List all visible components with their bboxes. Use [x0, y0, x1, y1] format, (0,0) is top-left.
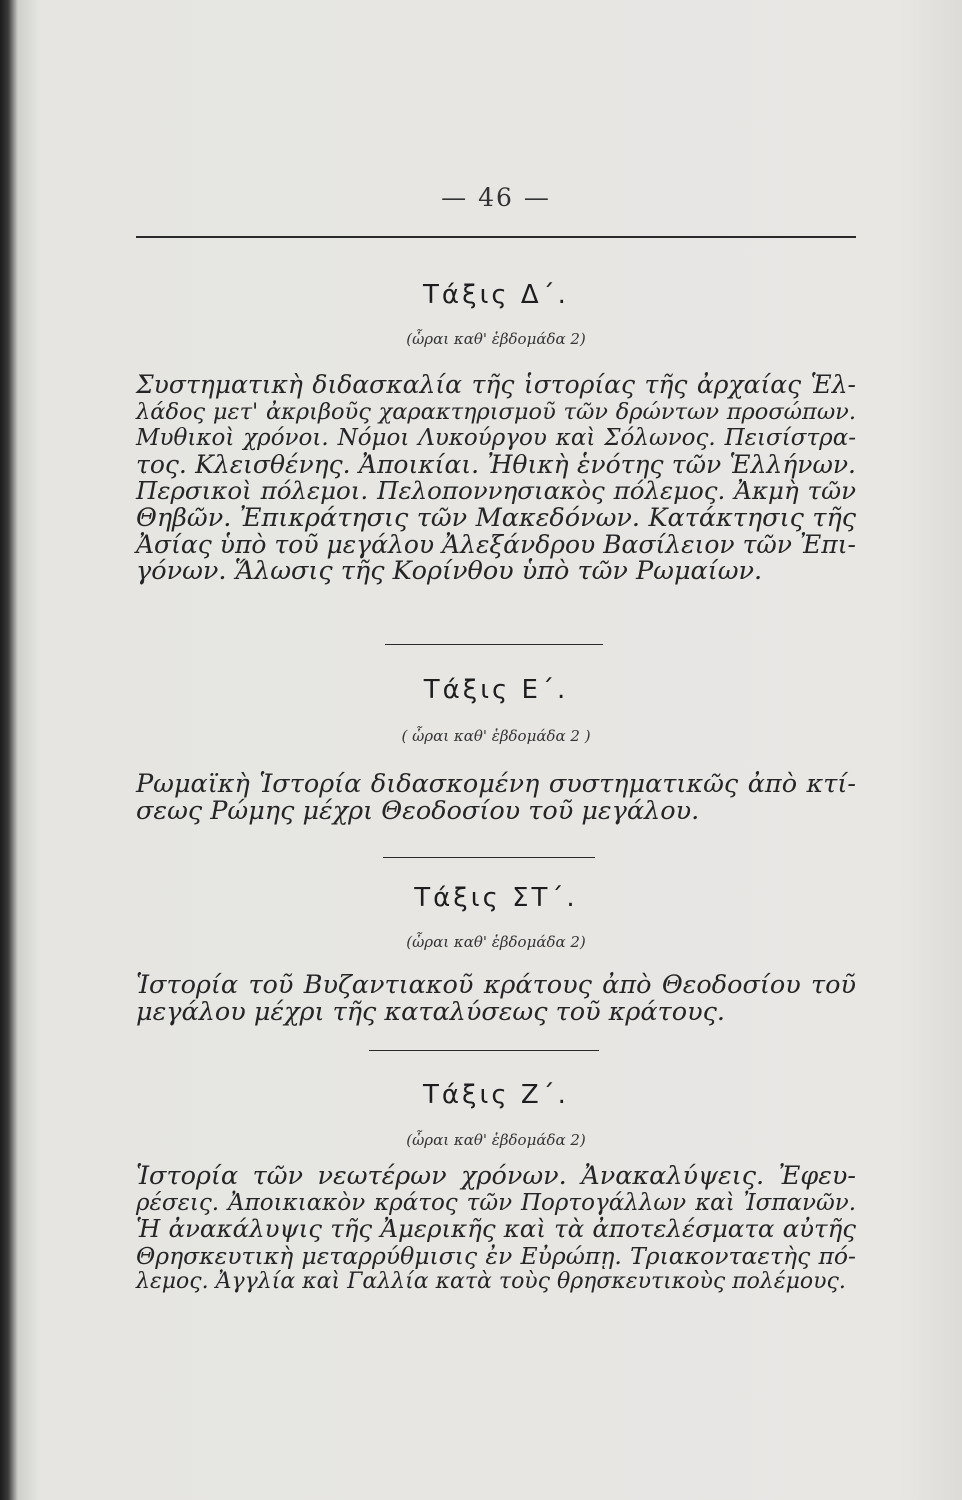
text-line: Ἀσίας ὑπὸ τοῦ μεγάλου Ἀλεξάνδρου Βασίλειον τῶν Ἐπι- — [136, 529, 856, 559]
text-line: τος. Κλεισθένης. Ἀποικίαι. Ἠθικὴ ἑνότης τῶν Ἑλλήνων. — [136, 449, 856, 479]
section-divider — [385, 644, 603, 645]
text-line: ρέσεις. Ἀποικιακὸν κράτος τῶν Πορτογάλλων καὶ Ἰσπανῶν. — [136, 1189, 856, 1216]
text-line: σεως Ρώμης μέχρι Θεοδοσίου τοῦ μεγάλου. — [136, 795, 700, 826]
text-line: Ἡ ἀνακάλυψις τῆς Ἀμερικῆς καὶ τὰ ἀποτελέσματα αὐτῆς — [136, 1214, 856, 1244]
section-heading-delta: Τάξις Δ΄. — [423, 280, 569, 310]
section-text-zeta — [136, 1163, 856, 1296]
section-hours-epsilon: ( ὧραι καθ' ἑβδομάδα 2 ) — [401, 727, 591, 745]
section-divider — [369, 1050, 599, 1051]
section-text-delta — [136, 372, 856, 585]
section-hours-zeta: (ὧραι καθ' ἑβδομάδα 2) — [406, 1131, 586, 1149]
text-line: γόνων. Ἅλωσις τῆς Κορίνθου ὑπὸ τῶν Ρωμαίων. — [136, 556, 763, 587]
text-line: Συστηματικὴ διδασκαλία τῆς ἱστορίας τῆς ἀρχαίας Ἑλ- — [136, 370, 856, 399]
text-line: Ρωμαϊκὴ Ἱστορία διδασκομένη συστηματικῶς ἀπὸ κτί- — [136, 769, 856, 799]
text-line: λεμος. Ἀγγλία καὶ Γαλλία κατὰ τοὺς θρησκευτικοὺς πολέμους. — [136, 1269, 846, 1295]
page-number: — 46 — — [441, 183, 551, 212]
section-divider — [383, 857, 595, 858]
text-line: Περσικοὶ πόλεμοι. Πελοποννησιακὸς πόλεμος. Ἀκμὴ τῶν — [136, 476, 856, 506]
section-heading-stigma: Τάξις ΣΤ΄. — [414, 883, 578, 913]
section-text-stigma — [136, 972, 856, 1025]
section-text-epsilon — [136, 771, 856, 824]
text-line: Ἱστορία τῶν νεωτέρων χρόνων. Ἀνακαλύψεις. Ἐφευ- — [136, 1161, 856, 1191]
text-line: Θρησκευτικὴ μεταρρύθμισις ἐν Εὐρώπῃ. Τριακονταετὴς πό- — [136, 1241, 856, 1270]
section-hours-stigma: (ὧραι καθ' ἑβδομάδα 2) — [406, 933, 586, 951]
text-line: Μυθικοὶ χρόνοι. Νόμοι Λυκούργου καὶ Σόλωνος. Πεισίστρα- — [136, 425, 856, 452]
section-hours-delta: (ὧραι καθ' ἑβδομάδα 2) — [406, 330, 586, 348]
text-line: Θηβῶν. Ἐπικράτησις τῶν Μακεδόνων. Κατάκτησις τῆς — [136, 502, 856, 533]
text-line: μεγάλου μέχρι τῆς καταλύσεως τοῦ κράτους. — [136, 996, 725, 1027]
text-line: Ἱστορία τοῦ Βυζαντιακοῦ κράτους ἀπὸ Θεοδοσίου τοῦ — [136, 970, 856, 1000]
section-heading-zeta: Τάξις Ζ΄. — [423, 1080, 569, 1110]
section-heading-epsilon: Τάξις Ε΄. — [423, 675, 569, 705]
header-rule — [136, 236, 856, 238]
text-line: λάδος μετ' ἀκριβοῦς χαρακτηρισμοῦ τῶν δρώντων προσώπων. — [136, 398, 856, 425]
